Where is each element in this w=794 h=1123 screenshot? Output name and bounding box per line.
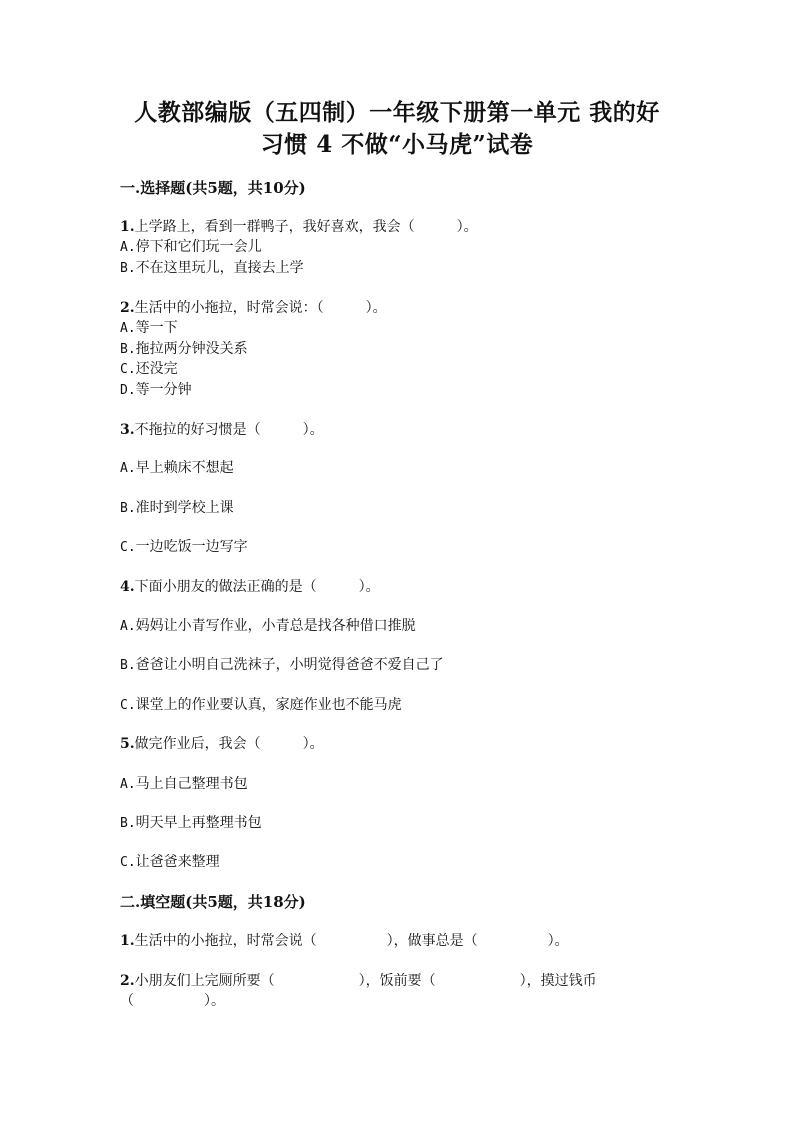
- option-text: 停下和它们玩一会儿: [135, 239, 262, 255]
- question-number: 3.: [120, 422, 135, 438]
- question-stem-continued: （ ）。: [120, 993, 225, 1009]
- question-text: [120, 217, 478, 237]
- option-item: [120, 318, 178, 339]
- question-text: [120, 298, 387, 318]
- option-text: 爸爸让小明自己洗袜子，小明觉得爸爸不爱自己了: [135, 657, 444, 673]
- option-text: 早上赖床不想起: [135, 460, 234, 476]
- question-text: [120, 577, 380, 597]
- option-item: [120, 359, 178, 380]
- question-number: 4.: [120, 579, 135, 595]
- option-text: 拖拉两分钟没关系: [135, 341, 248, 357]
- question-stem: 做完作业后，我会（ ）。: [134, 736, 324, 752]
- option-item: [120, 813, 262, 834]
- option-letter: A.: [120, 461, 136, 476]
- question-number: 2.: [120, 973, 135, 989]
- question-text-continued: [120, 991, 225, 1011]
- option-item: [120, 537, 248, 558]
- option-letter: B.: [120, 261, 136, 276]
- option-text: 让爸爸来整理: [135, 854, 220, 870]
- question-text: [120, 971, 597, 991]
- question-stem: 上学路上，看到一群鸭子，我好喜欢，我会（ ）。: [134, 219, 478, 235]
- option-letter: A.: [120, 240, 136, 255]
- question-stem: 生活中的小拖拉，时常会说：（ ）。: [134, 300, 387, 316]
- option-text: 课堂上的作业要认真，家庭作业也不能马虎: [135, 697, 402, 713]
- option-text: 还没完: [135, 361, 178, 377]
- option-text: 明天早上再整理书包: [135, 815, 262, 831]
- option-letter: C.: [120, 362, 136, 377]
- option-item: [120, 774, 248, 795]
- option-item: [120, 616, 416, 637]
- option-item: [120, 380, 192, 401]
- question-stem: 小朋友们上完厕所要（ ），饭前要（ ），摸过钱币: [134, 973, 597, 989]
- option-text: 一边吃饭一边写字: [135, 539, 248, 555]
- option-text: 等一分钟: [135, 382, 192, 398]
- option-text: 妈妈让小青写作业，小青总是找各种借口推脱: [135, 618, 416, 634]
- section-heading-fill: 二.填空题(共5题，共18分): [120, 893, 306, 911]
- question-number: 5.: [120, 736, 135, 752]
- question-number: 1.: [120, 219, 135, 235]
- option-item: [120, 458, 234, 479]
- option-letter: A.: [120, 321, 136, 336]
- option-item: [120, 655, 444, 676]
- question-stem: 不拖拉的好习惯是（ ）。: [134, 422, 324, 438]
- section-heading-choice: 一.选择题(共5题，共10分): [120, 179, 306, 197]
- option-text: 马上自己整理书包: [135, 776, 248, 792]
- option-item: [120, 852, 220, 873]
- question-text: [120, 734, 324, 754]
- option-letter: A.: [120, 619, 136, 634]
- option-item: [120, 498, 234, 519]
- question-number: 1.: [120, 933, 135, 949]
- question-text: [120, 420, 324, 440]
- option-text: 不在这里玩儿，直接去上学: [135, 260, 304, 276]
- title-line-1: 人教部编版（五四制）一年级下册第一单元 我的好: [134, 99, 660, 126]
- option-letter: B.: [120, 658, 136, 673]
- option-letter: D.: [120, 383, 136, 398]
- question-stem: 生活中的小拖拉，时常会说（ ），做事总是（ ）。: [134, 933, 569, 949]
- option-item: [120, 339, 248, 360]
- title-line-2: 习惯 4 不做“小马虎”试卷: [260, 131, 534, 158]
- option-letter: C.: [120, 698, 136, 713]
- option-item: [120, 695, 402, 716]
- option-text: 等一下: [135, 320, 178, 336]
- question-stem: 下面小朋友的做法正确的是（ ）。: [134, 579, 380, 595]
- option-letter: C.: [120, 540, 136, 555]
- option-letter: B.: [120, 342, 136, 357]
- option-item: [120, 237, 262, 258]
- option-item: [120, 258, 304, 279]
- option-letter: B.: [120, 501, 136, 516]
- option-letter: A.: [120, 777, 136, 792]
- option-letter: B.: [120, 816, 136, 831]
- option-letter: C.: [120, 855, 136, 870]
- question-text: [120, 931, 569, 951]
- question-number: 2.: [120, 300, 135, 316]
- option-text: 准时到学校上课: [135, 500, 234, 516]
